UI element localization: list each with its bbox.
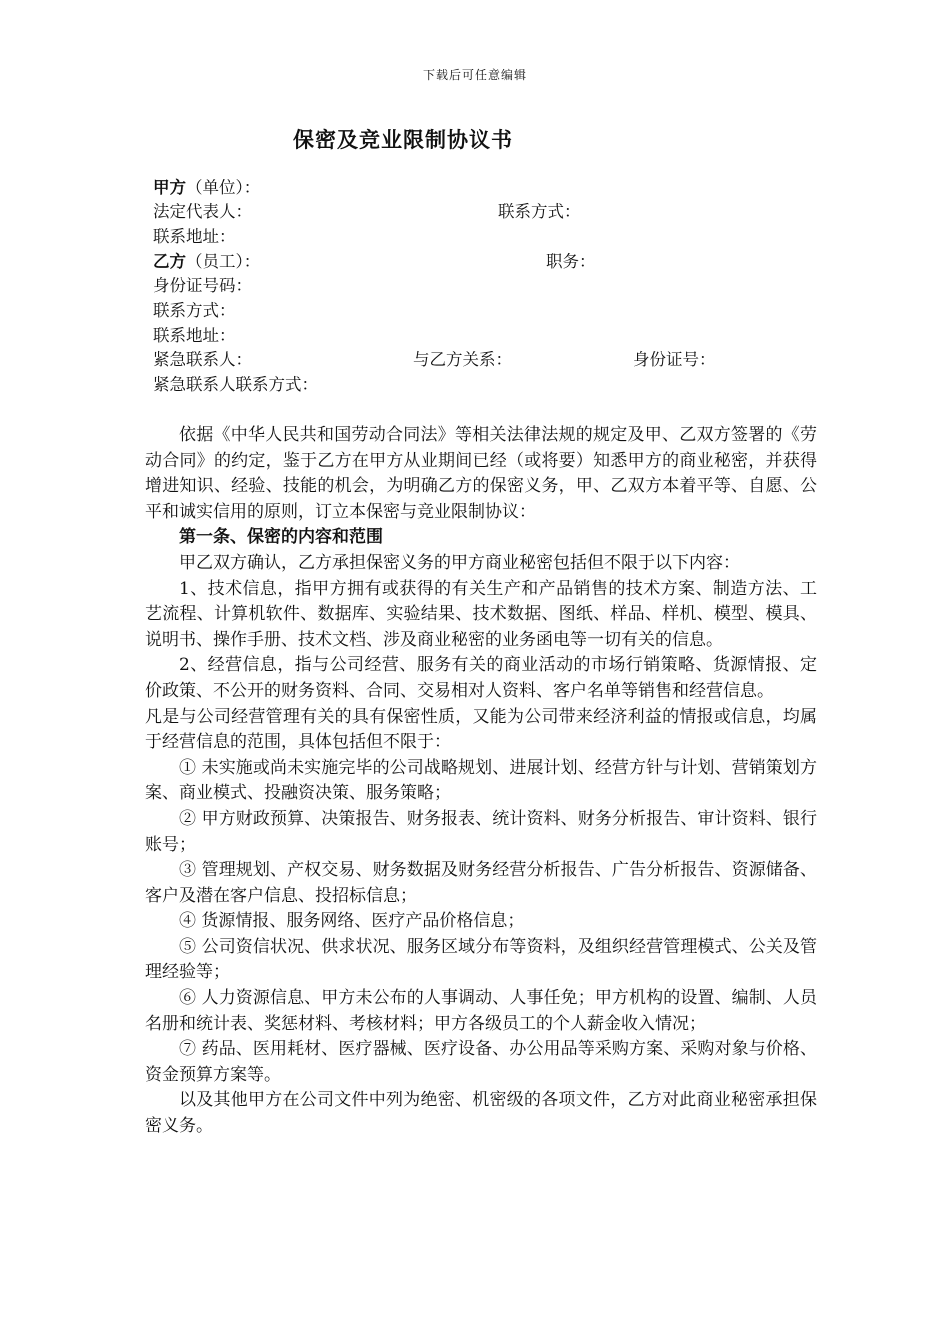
legal-representative-field: 法定代表人： xyxy=(153,202,252,221)
emergency-phone-field: 紧急联系人联系方式： xyxy=(153,375,318,394)
closing-paragraph: 以及其他甲方在公司文件中列为绝密、机密级的各项文件，乙方对此商业秘密承担保密义务。 xyxy=(145,1090,817,1137)
party-a-contact-field: 联系方式： xyxy=(498,202,581,221)
relation-field: 与乙方关系： xyxy=(413,350,512,369)
list-item: ① 未实施或尚未实施完毕的公司战略规划、进展计划、经营方针与计划、营销策划方案、商业模式、投融资决策、服务策略； xyxy=(145,757,817,804)
id-number-field: 身份证号码： xyxy=(153,276,252,295)
position-field: 职务： xyxy=(546,252,596,271)
party-a-address-field: 联系地址： xyxy=(153,227,236,246)
list-item: ② 甲方财政预算、决策报告、财务报表、统计资料、财务分析报告、审计资料、银行账号； xyxy=(145,808,817,855)
party-a-field xyxy=(153,176,260,200)
technical-info-paragraph: 1、技术信息，指甲方拥有或获得的有关生产和产品销售的技术方案、制造方法、工艺流程、计算机软件、数据库、实验结果、技术数据、图纸、样品、样机、模型、模具、说明书、操作手册、技术文档、涉及商业秘密的业务函电等一切有关的信息。 xyxy=(145,578,817,650)
section-heading: 第一条、保密的内容和范围 xyxy=(179,527,383,548)
emergency-id-field: 身份证号： xyxy=(633,350,716,369)
party-b-address-field: 联系地址： xyxy=(153,326,236,345)
party-b-employee: （员工）： xyxy=(186,252,261,271)
list-item: ④ 货源情报、服务网络、医疗产品价格信息； xyxy=(179,911,525,932)
page-header: 下载后可任意编辑 xyxy=(422,68,527,82)
party-b-label: 乙方 xyxy=(153,252,186,271)
list-item: ⑥ 人力资源信息、甲方未公布的人事调动、人事任免；甲方机构的设置、编制、人员名册和统计表、奖惩材料、考核材料；甲方各级员工的个人薪金收入情况； xyxy=(145,988,817,1034)
list-item: ⑤ 公司资信状况、供求状况、服务区域分布等资料，及组织经营管理模式、公关及管理经验等； xyxy=(145,936,817,983)
business-info-paragraph: 2、经营信息，指与公司经营、服务有关的商业活动的市场行销策略、货源情报、定价政策、不公开的财务资料、合同、交易相对人资料、客户名单等销售和经营信息。 xyxy=(145,655,817,701)
party-b-contact-field: 联系方式： xyxy=(153,301,236,320)
agreement-body xyxy=(145,423,817,1140)
emergency-contact-field: 紧急联系人： xyxy=(153,350,252,369)
intro-paragraph: 依据《中华人民共和国劳动合同法》等相关法律法规的规定及甲、乙双方签署的《劳动合同》的约定，鉴于乙方在甲方从业期间已经（或将要）知悉甲方的商业秘密，并获得增进知识、经验、技能的机会，为明确乙方的保密义务，甲、乙双方本着平等、自愿、公平和诚实信用的原则，订立本保密与竞业限制协议： xyxy=(145,425,817,522)
scope-paragraph: 甲乙双方确认，乙方承担保密义务的甲方商业秘密包括但不限于以下内容： xyxy=(179,552,740,573)
business-info-scope-paragraph: 凡是与公司经营管理有关的具有保密性质，又能为公司带来经济利益的情报或信息，均属于经营信息的范围，具体包括但不限于： xyxy=(145,706,817,753)
party-b-field xyxy=(153,250,260,274)
list-item: ③ 管理规划、产权交易、财务数据及财务经营分析报告、广告分析报告、资源储备、客户及潜在客户信息、投招标信息； xyxy=(145,860,817,906)
party-a-unit: （单位）： xyxy=(186,178,261,197)
document-title: 保密及竞业限制协议书 xyxy=(293,127,513,152)
party-a-label: 甲方 xyxy=(153,178,186,197)
list-item: ⑦ 药品、医用耗材、医疗器械、医疗设备、办公用品等采购方案、采购对象与价格、资金预算方案等。 xyxy=(145,1039,817,1085)
